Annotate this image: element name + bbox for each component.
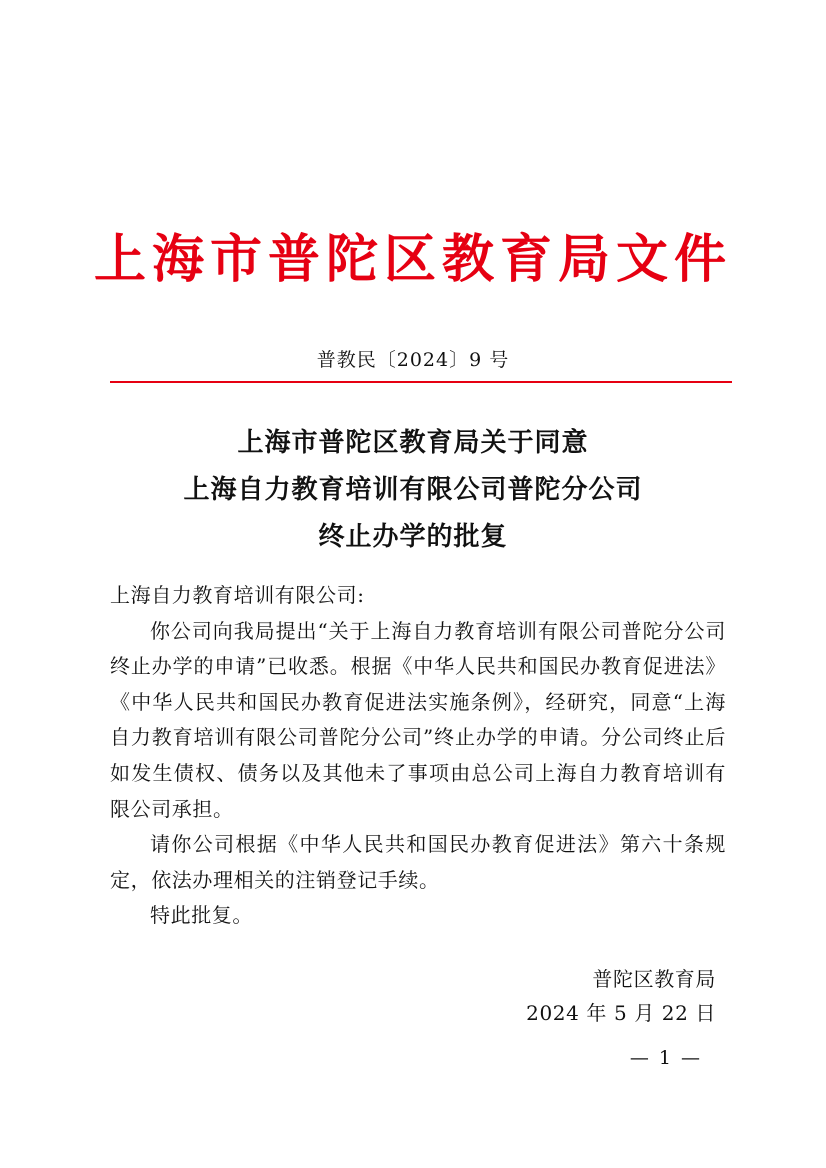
body-paragraph-2: 请你公司根据《中华人民共和国民办教育促进法》第六十条规定，依法办理相关的注销登记手续。 (110, 832, 726, 892)
signature-block (526, 962, 716, 1030)
title-line-1: 上海市普陀区教育局关于同意 (237, 428, 589, 458)
body-paragraph-3: 特此批复。 (150, 903, 253, 928)
masthead-title: 上海市普陀区教育局文件 (93, 229, 732, 290)
salutation: 上海自力教育培训有限公司: (110, 583, 365, 607)
red-divider-line (110, 381, 732, 383)
title-line-3: 终止办学的批复 (318, 522, 508, 552)
title-line-2: 上海自力教育培训有限公司普陀分公司 (183, 475, 643, 505)
page-number: — 1 — (629, 1047, 702, 1069)
document-title (0, 420, 826, 561)
issue-date: 2024 年 5 月 22 日 (526, 1001, 716, 1025)
body-paragraph-1: 你公司向我局提出“关于上海自力教育培训有限公司普陀分公司终止办学的申请”已收悉。根据《中华人民共和国民办教育促进法》《中华人民共和国民办教育促进法实施条例》，经研究，同意“上海自力教育培训有限公司普陀分公司”终止办学的申请。分公司终止后如发生债权、债务以及其他未了事项由总公司上海自力教育培训有限公司承担。 (110, 618, 726, 821)
issuer-name: 普陀区教育局 (592, 967, 716, 991)
document-number: 普教民〔2024〕9 号 (316, 349, 510, 371)
document-body (110, 578, 726, 934)
